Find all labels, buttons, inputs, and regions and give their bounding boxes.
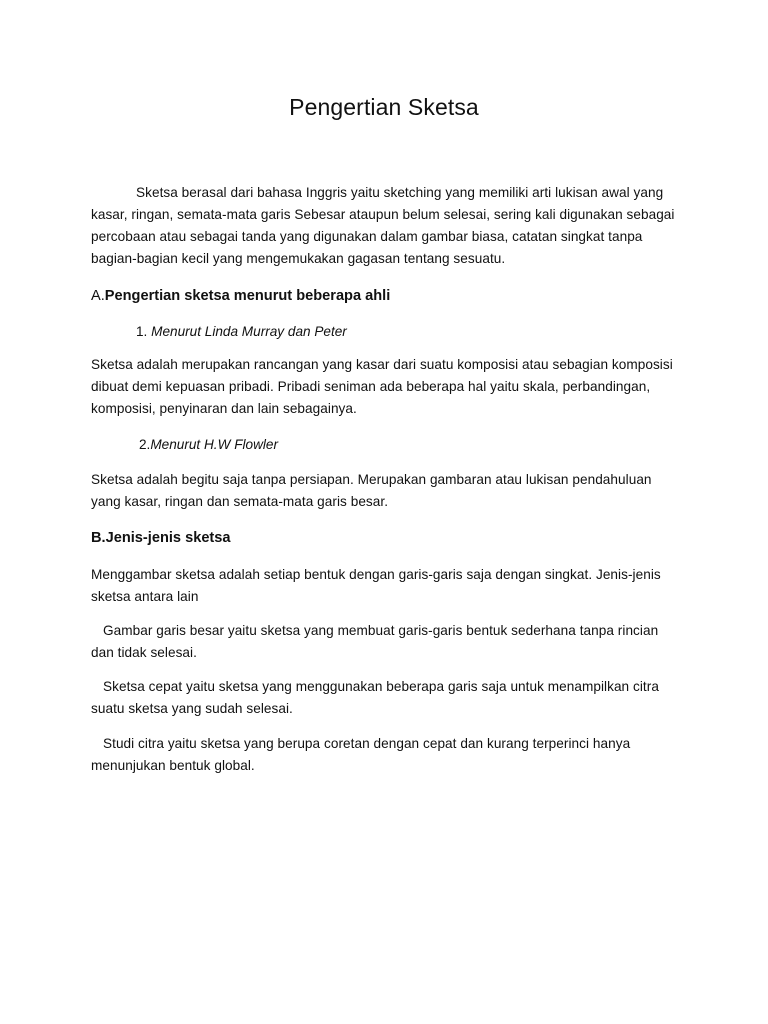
section-a-item2-heading xyxy=(139,434,278,456)
item1-source: Menurut Linda Murray dan Peter xyxy=(151,324,347,339)
section-a-item1-heading xyxy=(136,321,347,343)
sketch-type-text: Studi citra yaitu sketsa yang berupa coretan dengan cepat dan kurang terperinci hanya menunjukan bentuk global. xyxy=(91,736,631,773)
section-b-heading: B.Jenis-jenis sketsa xyxy=(91,530,231,546)
page-title: Pengertian Sketsa xyxy=(289,94,479,120)
item2-number: 2. xyxy=(139,437,151,452)
sketch-type-item xyxy=(91,620,681,664)
section-a-title: Pengertian sketsa menurut beberapa ahli xyxy=(104,288,391,304)
sketch-type-item xyxy=(91,676,681,720)
item2-source: Menurut H.W Flowler xyxy=(150,437,278,452)
section-a-letter: A. xyxy=(91,288,105,304)
sketch-type-text: Gambar garis besar yaitu sketsa yang membuat garis-garis bentuk sederhana tanpa rincian dan tidak selesai. xyxy=(91,623,659,660)
intro-paragraph xyxy=(91,182,681,270)
section-a-item1-text: Sketsa adalah merupakan rancangan yang kasar dari suatu komposisi atau sebagian komposisi dibuat demi kepuasan pribadi. Pribadi seniman ada beberapa hal yaitu skala, perbandingan, komposisi, penyinaran dan lain sebagainya. xyxy=(91,357,673,416)
section-a-item2-text: Sketsa adalah begitu saja tanpa persiapan. Merupakan gambaran atau lukisan pendahuluan yang kasar, ringan dan semata-mata garis besar. xyxy=(91,472,652,509)
section-b-intro: Menggambar sketsa adalah setiap bentuk dengan garis-garis saja dengan singkat. Jenis-jenis sketsa antara lain xyxy=(91,567,661,604)
intro-paragraph-text: Sketsa berasal dari bahasa Inggris yaitu sketching yang memiliki arti lukisan awal yang kasar, ringan, semata-mata garis Sebesar ataupun belum selesai, sering kali digunakan sebagai percobaan atau sebagai tanda yang digunakan dalam gambar biasa, catatan singkat tanpa bagian-bagian kecil yang mengemukakan gagasan tentang sesuatu. xyxy=(91,185,675,266)
sketch-type-text: Sketsa cepat yaitu sketsa yang menggunakan beberapa garis saja untuk menampilkan citra suatu sketsa yang sudah selesai. xyxy=(91,679,659,716)
item1-number: 1. xyxy=(136,324,148,339)
section-a-heading xyxy=(91,285,390,307)
sketch-type-item xyxy=(91,733,681,777)
